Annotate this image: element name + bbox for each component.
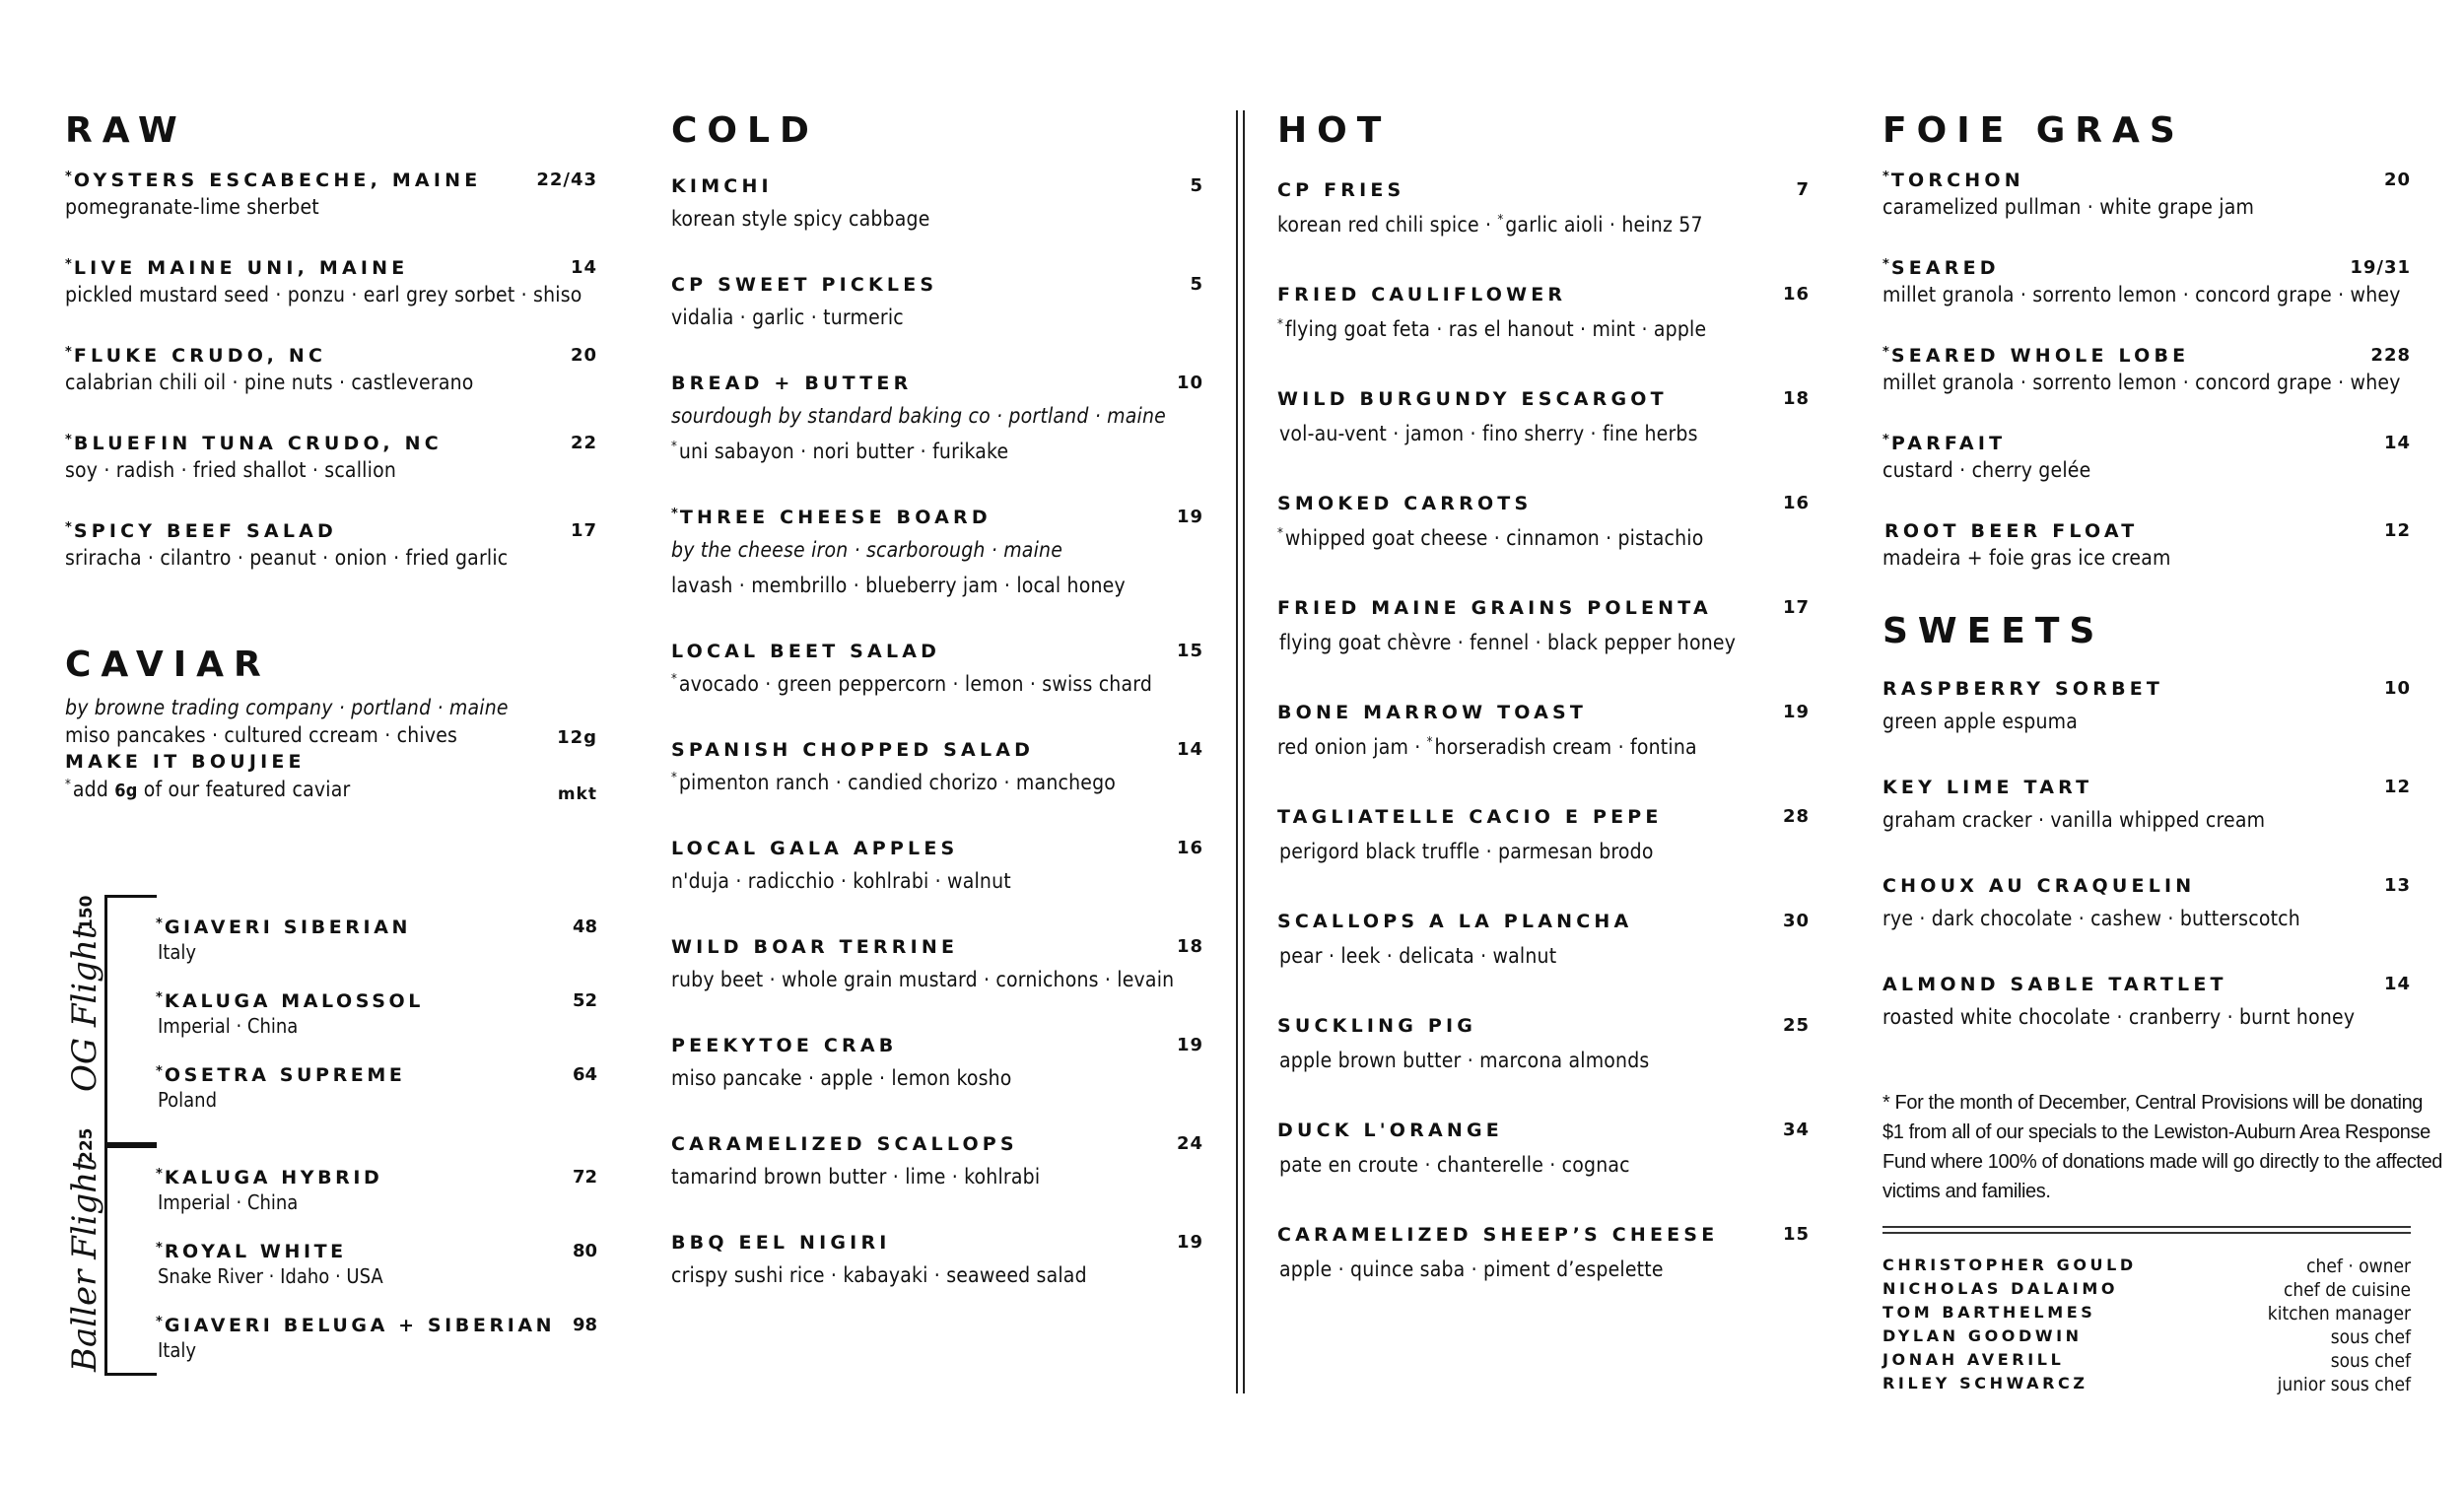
item-name: CHOUX AU CRAQUELIN	[1882, 875, 2196, 897]
item-price: 14	[2383, 433, 2411, 453]
menu-item	[1277, 1120, 1810, 1183]
menu-item	[1882, 170, 2411, 229]
item-description: pickled mustard seed · ponzu · earl grey sorbet · shiso	[65, 283, 582, 306]
item-description: rye · dark chocolate · cashew · butterscotch	[1882, 907, 2300, 930]
item-price: 24	[1176, 1133, 1203, 1154]
item-description: green apple espuma	[1882, 710, 2079, 733]
staff-row	[1882, 1350, 2411, 1372]
caviar-price: 72	[572, 1167, 597, 1188]
item-description-italic: sourdough by standard baking co · portland · maine	[671, 404, 1166, 428]
caviar-boujee-desc: *add 6g of our featured caviar	[65, 778, 351, 801]
item-description: ruby beet · whole grain mustard · cornichons · levain	[671, 968, 1175, 991]
item-description: caramelized pullman · white grape jam	[1882, 195, 2255, 219]
item-description: soy · radish · fried shallot · scallion	[65, 458, 396, 482]
caviar-price: 52	[572, 990, 597, 1011]
item-price: 13	[2383, 875, 2411, 896]
item-price: 10	[1176, 373, 1203, 393]
caviar-pancakes: miso pancakes · cultured ccream · chives	[65, 723, 458, 747]
item-name: CP FRIES	[1277, 179, 1405, 201]
menu-item	[671, 838, 1203, 897]
item-name: SMOKED CARROTS	[1277, 493, 1533, 514]
item-name: FRIED CAULIFLOWER	[1277, 284, 1567, 306]
staff-role: kitchen manager	[2267, 1303, 2411, 1324]
item-name: WILD BURGUNDY ESCARGOT	[1277, 388, 1668, 410]
item-price: 30	[1782, 911, 1810, 931]
item-description: korean style spicy cabbage	[671, 207, 930, 231]
caviar-origin: Italy	[158, 1338, 197, 1362]
item-description: *avocado · green peppercorn · lemon · swiss chard	[671, 672, 1153, 696]
menu-item	[1277, 702, 1810, 765]
menu-item	[65, 170, 597, 229]
item-description: millet granola · sorrento lemon · concord grape · whey	[1882, 371, 2401, 394]
item-price: 5	[1190, 175, 1203, 196]
menu-item	[1277, 284, 1810, 347]
menu-item	[1277, 1224, 1810, 1287]
item-name: CP SWEET PICKLES	[671, 274, 938, 296]
caviar-price: 80	[572, 1241, 597, 1261]
menu-item	[1882, 875, 2411, 934]
section-title-raw: RAW	[65, 110, 187, 151]
staff-row	[1882, 1279, 2411, 1301]
staff-name: TOM BARTHELMES	[1882, 1303, 2096, 1322]
item-price: 14	[1176, 739, 1203, 760]
caviar-boujee-amount: 6g	[114, 781, 138, 801]
item-description: lavash · membrillo · blueberry jam · local honey	[671, 574, 1126, 597]
staff-divider	[1882, 1232, 2411, 1234]
item-name: DUCK L'ORANGE	[1277, 1120, 1503, 1141]
item-price: 12	[2383, 520, 2411, 541]
caviar-byline: by browne trading company · portland · maine	[65, 696, 509, 719]
item-price: 20	[570, 345, 597, 366]
staff-row	[1882, 1326, 2411, 1348]
item-description: red onion jam · *horseradish cream · fontina	[1277, 735, 1697, 759]
menu-item	[671, 1232, 1203, 1291]
item-name: * LIVE MAINE UNI, MAINE	[65, 257, 409, 279]
caviar-origin: Imperial · China	[158, 1014, 299, 1038]
item-price: 22	[570, 433, 597, 453]
item-price: 15	[1176, 641, 1203, 661]
item-price: 25	[1782, 1015, 1810, 1036]
item-description: korean red chili spice · *garlic aioli · heinz 57	[1277, 213, 1703, 237]
item-price: 12	[2383, 777, 2411, 797]
staff-name: RILEY SCHWARCZ	[1882, 1374, 2088, 1392]
column-divider	[1236, 110, 1238, 1393]
item-price: 16	[1782, 284, 1810, 305]
caviar-origin: Snake River · Idaho · USA	[158, 1264, 383, 1288]
section-title-foie-gras: FOIE GRAS	[1882, 110, 2185, 151]
item-description: perigord black truffle · parmesan brodo	[1279, 840, 1654, 863]
item-description: pate en croute · chanterelle · cognac	[1279, 1153, 1630, 1177]
item-price: 7	[1796, 179, 1810, 200]
item-description: sriracha · cilantro · peanut · onion · fried garlic	[65, 546, 509, 570]
staff-role: sous chef	[2330, 1350, 2411, 1372]
item-price: 19/31	[2350, 257, 2411, 278]
item-name: LOCAL BEET SALAD	[671, 641, 941, 662]
staff-role: junior sous chef	[2277, 1374, 2411, 1395]
menu-item	[671, 641, 1203, 700]
item-price: 34	[1782, 1120, 1810, 1140]
caviar-pancakes-size: 12g	[557, 727, 597, 748]
item-price: 20	[2383, 170, 2411, 190]
section-title-cold: COLD	[671, 110, 819, 151]
item-description: *flying goat feta · ras el hanout · mint · apple	[1277, 317, 1707, 341]
section-title-hot: HOT	[1277, 110, 1392, 151]
item-name: SUCKLING PIG	[1277, 1015, 1477, 1037]
column-divider	[1243, 110, 1245, 1393]
staff-role: chef de cuisine	[2284, 1279, 2411, 1301]
menu-item	[1882, 777, 2411, 836]
menu-item	[671, 373, 1203, 467]
menu-item	[1277, 388, 1810, 451]
menu-item	[1882, 520, 2411, 579]
item-price: 16	[1782, 493, 1810, 513]
caviar-name: * GIAVERI BELUGA + SIBERIAN	[156, 1315, 556, 1336]
menu-item	[1277, 911, 1810, 974]
item-description: n'duja · radicchio · kohlrabi · walnut	[671, 869, 1011, 893]
item-name: KEY LIME TART	[1882, 777, 2093, 798]
item-price: 16	[1176, 838, 1203, 858]
baller-flight-price: 225	[77, 1127, 97, 1163]
item-description: *uni sabayon · nori butter · furikake	[671, 440, 1009, 463]
staff-row	[1882, 1303, 2411, 1324]
menu-item	[1277, 493, 1810, 556]
item-name: * PARFAIT	[1882, 433, 2007, 454]
menu-item	[1882, 678, 2411, 737]
item-description: tamarind brown butter · lime · kohlrabi	[671, 1165, 1041, 1188]
menu-item	[1277, 806, 1810, 869]
og-flight-bracket	[104, 895, 157, 1145]
item-price: 22/43	[536, 170, 597, 190]
item-price: 28	[1782, 806, 1810, 827]
caviar-price: 98	[572, 1315, 597, 1335]
item-price: 17	[570, 520, 597, 541]
caviar-name: * KALUGA HYBRID	[156, 1167, 383, 1188]
item-price: 19	[1782, 702, 1810, 722]
item-description: vidalia · garlic · turmeric	[671, 306, 904, 329]
item-price: 19	[1176, 507, 1203, 527]
menu-item	[1882, 257, 2411, 316]
menu-item	[65, 433, 597, 492]
baller-flight-label: Baller Flight	[65, 1158, 104, 1372]
menu-item	[671, 936, 1203, 995]
item-description: millet granola · sorrento lemon · concord grape · whey	[1882, 283, 2401, 306]
item-price: 5	[1190, 274, 1203, 295]
item-price: 10	[2383, 678, 2411, 699]
item-name: * SEARED WHOLE LOBE	[1882, 345, 2190, 367]
og-flight-label: OG Flight	[65, 925, 104, 1092]
item-description: vol-au-vent · jamon · fino sherry · fine herbs	[1279, 422, 1698, 445]
item-description: madeira + foie gras ice cream	[1882, 546, 2171, 570]
item-name: ROOT BEER FLOAT	[1884, 520, 2139, 542]
caviar-boujee-name: MAKE IT BOUJIEE	[65, 751, 306, 773]
menu-item	[671, 1035, 1203, 1094]
item-description: calabrian chili oil · pine nuts · castleverano	[65, 371, 474, 394]
item-name: BONE MARROW TOAST	[1277, 702, 1588, 723]
item-price: 18	[1782, 388, 1810, 409]
caviar-origin: Imperial · China	[158, 1190, 299, 1214]
item-description: pomegranate-lime sherbet	[65, 195, 319, 219]
caviar-name: * GIAVERI SIBERIAN	[156, 917, 412, 938]
menu-item	[671, 274, 1203, 333]
item-description: apple · quince saba · piment d’espelette	[1279, 1257, 1664, 1281]
item-description: custard · cherry gelée	[1882, 458, 2091, 482]
staff-row	[1882, 1374, 2411, 1395]
menu-item	[1882, 345, 2411, 404]
item-name: ALMOND SABLE TARTLET	[1882, 974, 2227, 995]
item-name: FRIED MAINE GRAINS POLENTA	[1277, 597, 1712, 619]
section-title-sweets: SWEETS	[1882, 611, 2105, 651]
item-description: *pimenton ranch · candied chorizo · manchego	[671, 771, 1117, 794]
item-name: CARAMELIZED SHEEP’S CHEESE	[1277, 1224, 1719, 1246]
staff-role: chef · owner	[2306, 1256, 2411, 1277]
menu-item	[1277, 179, 1810, 242]
caviar-name: * OSETRA SUPREME	[156, 1064, 406, 1086]
item-price: 14	[2383, 974, 2411, 994]
item-price: 14	[570, 257, 597, 278]
caviar-name: * ROYAL WHITE	[156, 1241, 347, 1262]
note-line: Fund where 100% of donations made will go directly to the affected	[1882, 1151, 2443, 1173]
note-line: victims and families.	[1882, 1181, 2051, 1202]
caviar-origin: Italy	[158, 940, 197, 964]
menu-item	[1277, 597, 1810, 660]
caviar-price: 48	[572, 917, 597, 937]
og-flight-price: 150	[77, 895, 97, 930]
item-name: LOCAL GALA APPLES	[671, 838, 959, 859]
section-title-caviar: CAVIAR	[65, 645, 271, 685]
note-line: $1 from all of our specials to the Lewiston-Auburn Area Response	[1882, 1121, 2430, 1143]
caviar-name: * KALUGA MALOSSOL	[156, 990, 424, 1012]
staff-row	[1882, 1256, 2411, 1277]
menu-item	[65, 257, 597, 316]
item-name: TAGLIATELLE CACIO E PEPE	[1277, 806, 1663, 828]
item-description-italic: by the cheese iron · scarborough · maine	[671, 538, 1063, 562]
item-name: * THREE CHEESE BOARD	[671, 507, 992, 528]
item-description: pear · leek · delicata · walnut	[1279, 944, 1557, 968]
menu-item	[65, 345, 597, 404]
staff-name: CHRISTOPHER GOULD	[1882, 1256, 2137, 1274]
staff-name: JONAH AVERILL	[1882, 1350, 2065, 1369]
item-name: * TORCHON	[1882, 170, 2024, 191]
item-name: * OYSTERS ESCABECHE, MAINE	[65, 170, 482, 191]
item-price: 228	[2370, 345, 2411, 366]
menu-item	[65, 520, 597, 579]
menu-item	[671, 175, 1203, 235]
item-name: BREAD + BUTTER	[671, 373, 913, 394]
menu-item	[671, 1133, 1203, 1192]
item-description: graham cracker · vanilla whipped cream	[1882, 808, 2266, 832]
item-name: * SEARED	[1882, 257, 2000, 279]
item-price: 15	[1782, 1224, 1810, 1245]
item-name: CARAMELIZED SCALLOPS	[671, 1133, 1018, 1155]
item-name: * BLUEFIN TUNA CRUDO, NC	[65, 433, 443, 454]
item-price: 17	[1782, 597, 1810, 618]
baller-flight-bracket	[104, 1145, 157, 1376]
item-description: *whipped goat cheese · cinnamon · pistachio	[1277, 526, 1704, 550]
menu-item	[1882, 974, 2411, 1033]
item-description: roasted white chocolate · cranberry · burnt honey	[1882, 1005, 2356, 1029]
staff-name: DYLAN GOODWIN	[1882, 1326, 2083, 1345]
menu-item	[1277, 1015, 1810, 1078]
item-description: flying goat chèvre · fennel · black pepper honey	[1279, 631, 1737, 654]
item-name: PEEKYTOE CRAB	[671, 1035, 898, 1056]
item-name: WILD BOAR TERRINE	[671, 936, 959, 958]
item-price: 18	[1176, 936, 1203, 957]
item-name: * FLUKE CRUDO, NC	[65, 345, 327, 367]
item-name: KIMCHI	[671, 175, 773, 197]
staff-name: NICHOLAS DALAIMO	[1882, 1279, 2119, 1298]
item-description: miso pancake · apple · lemon kosho	[671, 1066, 1012, 1090]
caviar-origin: Poland	[158, 1088, 217, 1112]
caviar-boujee-price: mkt	[557, 784, 597, 804]
staff-role: sous chef	[2330, 1326, 2411, 1348]
item-name: BBQ EEL NIGIRI	[671, 1232, 891, 1254]
note-line: * For the month of December, Central Provisions will be donating	[1882, 1092, 2424, 1114]
item-name: RASPBERRY SORBET	[1882, 678, 2164, 700]
item-price: 19	[1176, 1035, 1203, 1055]
item-name: SPANISH CHOPPED SALAD	[671, 739, 1035, 761]
caviar-price: 64	[572, 1064, 597, 1085]
donation-note	[1882, 1088, 2442, 1206]
item-price: 19	[1176, 1232, 1203, 1253]
item-description: crispy sushi rice · kabayaki · seaweed salad	[671, 1263, 1087, 1287]
menu-item	[1882, 433, 2411, 492]
staff-divider	[1882, 1226, 2411, 1228]
item-name: SCALLOPS A LA PLANCHA	[1277, 911, 1633, 932]
item-name: * SPICY BEEF SALAD	[65, 520, 338, 542]
menu-item	[671, 507, 1203, 601]
menu-item	[671, 739, 1203, 798]
item-description: apple brown butter · marcona almonds	[1279, 1049, 1650, 1072]
